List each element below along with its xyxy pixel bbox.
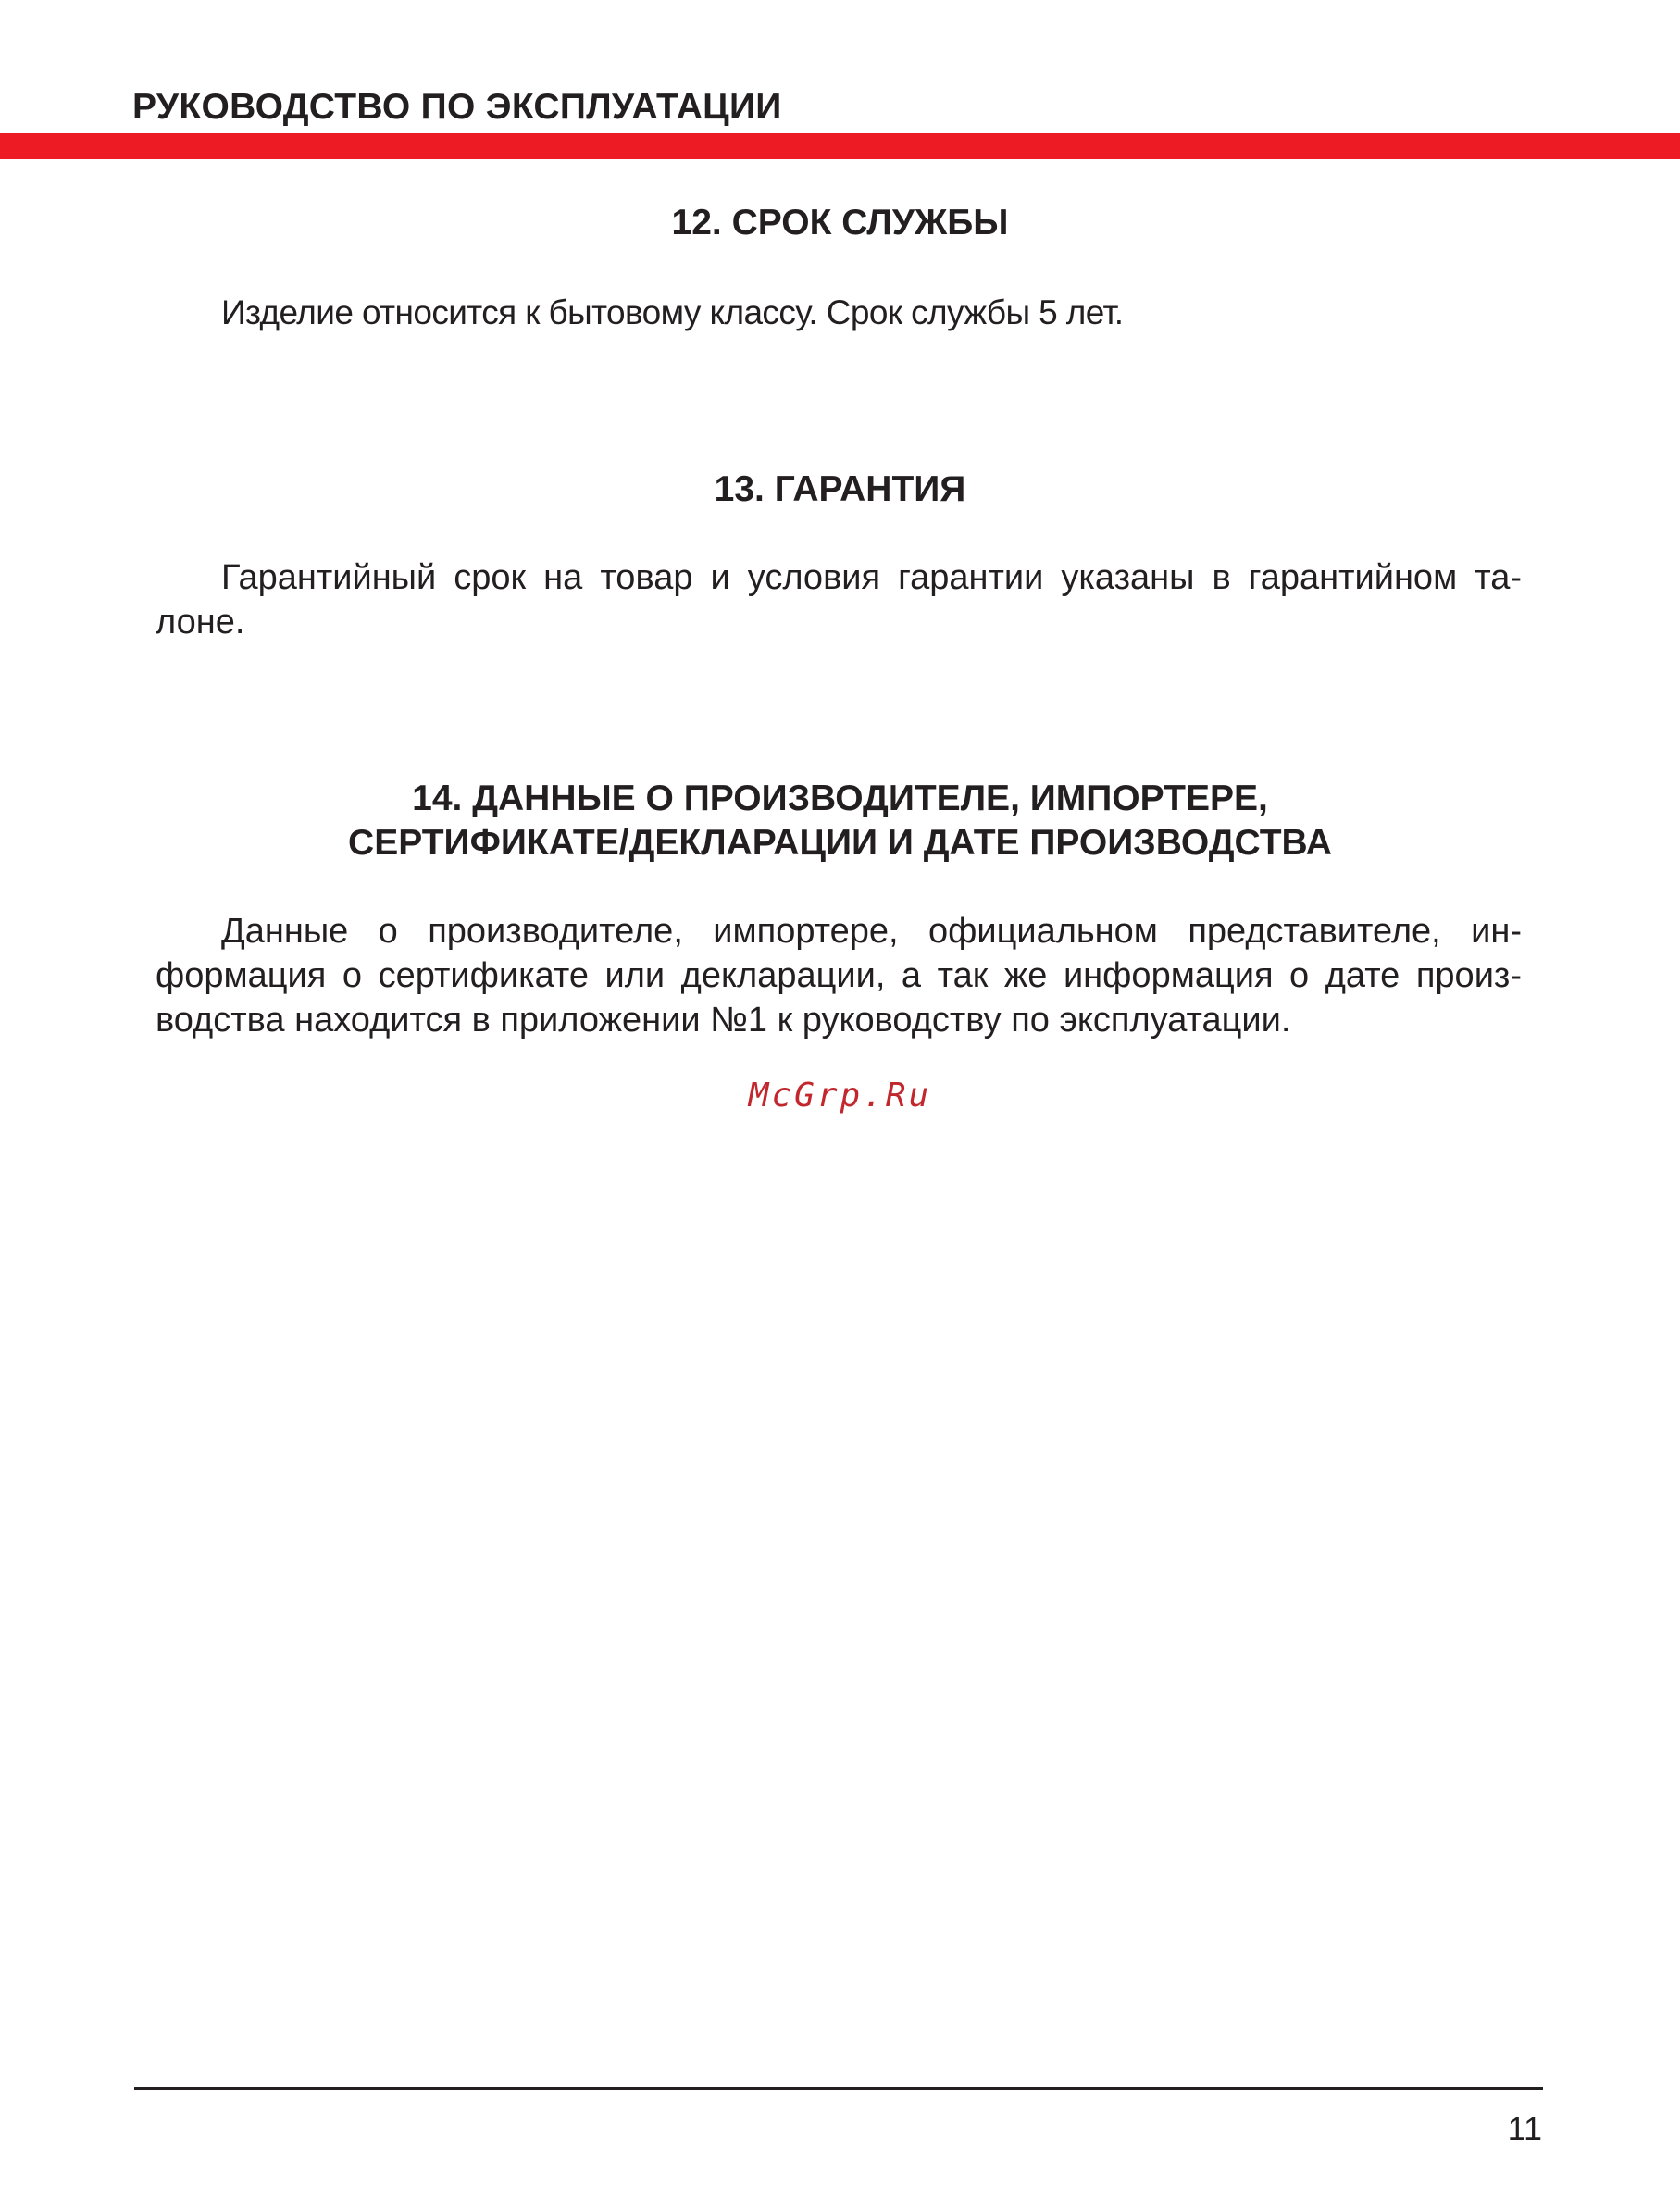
section-14-line-3: водства находится в приложении №1 к руководству по эксплуатации. — [156, 1001, 1291, 1040]
footer-rule — [134, 2087, 1543, 2090]
section-14-heading-line-2: СЕРТИФИКАТЕ/ДЕКЛАРАЦИИ И ДАТЕ ПРОИЗВОДСТВА — [348, 823, 1332, 863]
section-12-line-1: Изделие относится к бытовому классу. Срок службы 5 лет. — [221, 293, 1124, 331]
section-14-line-2: формация о сертификате или декларации, а так же информация о дате произ- — [156, 956, 1522, 995]
section-12-paragraph — [156, 291, 1522, 335]
section-13-line-1: Гарантийный срок на товар и условия гарантии указаны в гарантийном та- — [221, 558, 1522, 597]
section-13-paragraph — [156, 555, 1522, 644]
section-14-heading-line-1: 14. ДАННЫЕ О ПРОИЗВОДИТЕЛЕ, ИМПОРТЕРЕ, — [412, 779, 1268, 818]
header-accent-bar — [0, 133, 1680, 159]
section-13-heading: 13. ГАРАНТИЯ — [714, 469, 966, 509]
section-13-line-2: лоне. — [156, 603, 245, 642]
section-12-heading: 12. СРОК СЛУЖБЫ — [671, 203, 1009, 243]
section-14-paragraph — [156, 909, 1522, 1042]
document-header-title: РУКОВОДСТВО ПО ЭКСПЛУАТАЦИИ — [132, 87, 782, 127]
section-14-line-1: Данные о производителе, импортере, официальном представителе, ин- — [221, 912, 1522, 951]
watermark-link[interactable]: McGrp.Ru — [748, 1077, 932, 1115]
page-number: 11 — [1507, 2110, 1542, 2148]
